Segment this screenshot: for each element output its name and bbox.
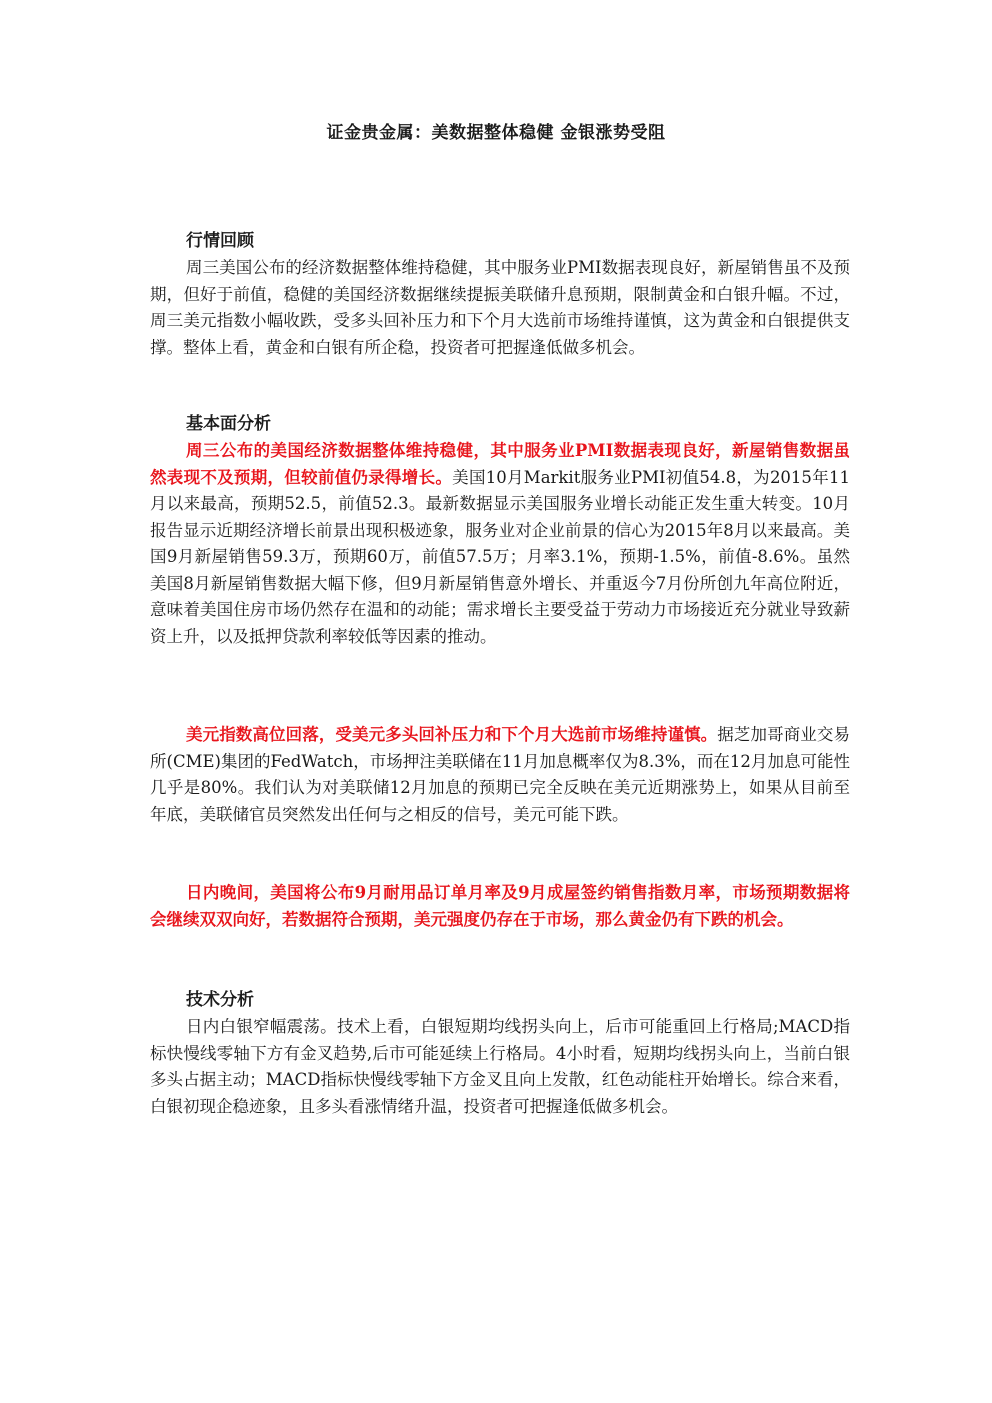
dollar-index-section <box>150 722 850 828</box>
fundamental-lead-highlight: 周三公布的美国经济数据整体维持稳健，其中服务业PMI数据表现良好，新屋销售数据虽然表现不及预期，但较前值仍录得增长。 <box>150 441 850 487</box>
market-review-paragraph: 周三美国公布的经济数据整体维持稳健，其中服务业PMI数据表现良好，新屋销售虽不及预期，但好于前值，稳健的美国经济数据继续提振美联储升息预期，限制黄金和白银升幅。不过，周三美元指数小幅收跌，受多头回补压力和下个月大选前市场维持谨慎，这为黄金和白银提供支撑。整体上看，黄金和白银有所企稳，投资者可把握逢低做多机会。 <box>150 258 850 357</box>
dollar-lead-highlight: 美元指数高位回落，受美元多头回补压力和下个月大选前市场维持谨慎。 <box>186 725 718 744</box>
fundamental-analysis-section <box>150 410 850 650</box>
fundamental-analysis-heading: 基本面分析 <box>186 414 271 434</box>
technical-analysis-heading: 技术分析 <box>186 990 254 1010</box>
outlook-paragraph <box>150 880 850 933</box>
technical-analysis-paragraph: 日内白银窄幅震荡。技术上看，白银短期均线拐头向上，后市可能重回上行格局;MACD指标快慢线零轴下方有金叉趋势,后市可能延续上行格局。4小时看，短期均线拐头向上，当前白银多头占据主动；MACD指标快慢线零轴下方金叉且向上发散，红色动能柱开始增长。综合来看，白银初现企稳迹象，且多头看涨情绪升温，投资者可把握逢低做多机会。 <box>150 1017 850 1116</box>
fundamental-body-text: 美国10月Markit服务业PMI初值54.8，为2015年11月以来最高，预期52.5，前值52.3。最新数据显示美国服务业增长动能正发生重大转变。10月报告显示近期经济增长前景出现积极迹象，服务业对企业前景的信心为2015年8月以来最高。美国9月新屋销售59.3万，预期60万，前值57.5万；月率3.1%，预期-1.5%，前值-8.6%。虽然美国8月新屋销售数据大幅下修，但9月新屋销售意外增长、并重返今7月份所创九年高位附近，意味着美国住房市场仍然存在温和的动能；需求增长主要受益于劳动力市场接近充分就业导致薪资上升，以及抵押贷款利率较低等因素的推动。 <box>150 467 850 646</box>
dollar-index-paragraph <box>150 722 850 828</box>
market-review-heading: 行情回顾 <box>186 231 254 251</box>
technical-analysis-section <box>150 986 850 1120</box>
fundamental-analysis-paragraph <box>150 438 850 650</box>
dollar-body-text: 据芝加哥商业交易所(CME)集团的FedWatch，市场押注美联储在11月加息概率仅为8.3%，而在12月加息可能性几乎是80%。我们认为对美联储12月加息的预期已完全反映在美元近期涨势上，如果从目前至年底，美联储官员突然发出任何与之相反的信号，美元可能下跌。 <box>150 725 851 824</box>
document-title: 证金贵金属：美数据整体稳健 金银涨势受阻 <box>326 123 666 143</box>
market-review-section <box>150 227 850 361</box>
outlook-section <box>150 880 850 933</box>
outlook-highlight: 日内晚间，美国将公布9月耐用品订单月率及9月成屋签约销售指数月率，市场预期数据将会继续双双向好，若数据符合预期，美元强度仍存在于市场，那么黄金仍有下跌的机会。 <box>150 883 850 929</box>
